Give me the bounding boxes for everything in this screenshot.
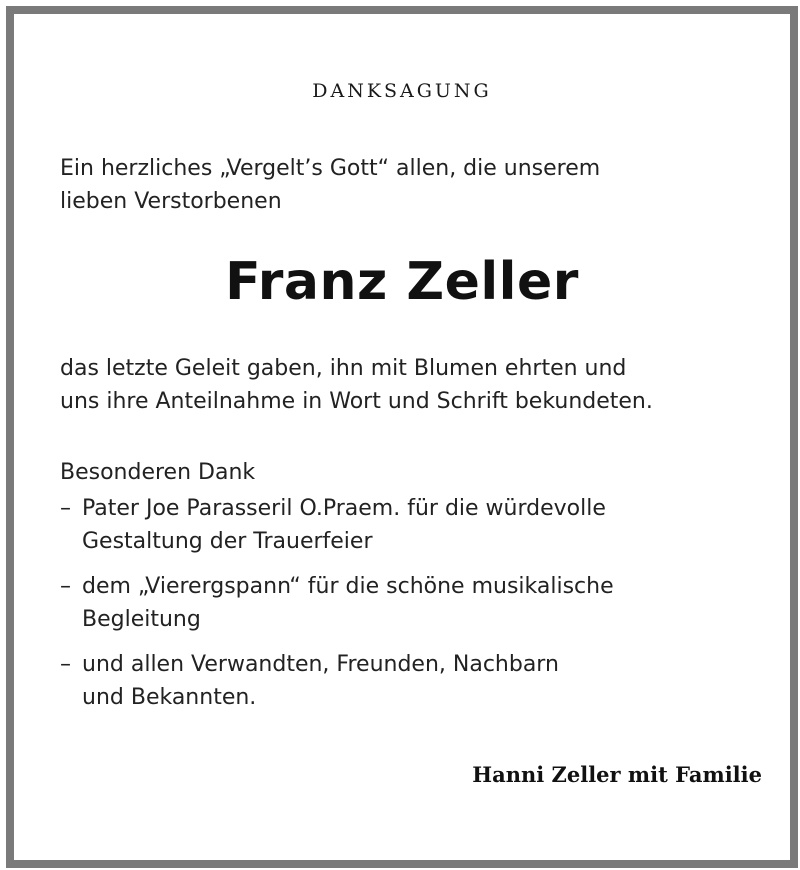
obituary-frame <box>6 6 798 868</box>
list-item <box>60 570 770 636</box>
list-item-line: und Bekannten. <box>82 685 257 710</box>
list-item-line: und allen Verwandten, Freunden, Nachbarn <box>82 652 559 677</box>
thanks-line: uns ihre Anteilnahme in Wort und Schrift bekundeten. <box>60 389 653 414</box>
deceased-name: Franz Zeller <box>225 252 579 312</box>
list-item-line: Gestaltung der Trauerfeier <box>82 529 373 554</box>
signature: Hanni Zeller mit Familie <box>472 762 762 787</box>
list-item-line: dem „Vierergspann“ für die schöne musikalische <box>82 574 614 599</box>
special-thanks-list <box>60 492 770 726</box>
intro-paragraph <box>60 152 770 218</box>
intro-line: lieben Verstorbenen <box>60 189 282 214</box>
list-dash: – <box>60 652 71 677</box>
heading: DANKSAGUNG <box>312 80 492 102</box>
list-item <box>60 648 770 714</box>
thanks-paragraph <box>60 352 770 418</box>
special-thanks-label: Besonderen Dank <box>60 460 256 485</box>
list-item-line: Begleitung <box>82 607 201 632</box>
list-dash: – <box>60 574 71 599</box>
list-item <box>60 492 770 558</box>
thanks-line: das letzte Geleit gaben, ihn mit Blumen ehrten und <box>60 356 627 381</box>
list-dash: – <box>60 496 71 521</box>
list-item-line: Pater Joe Parasseril O.Praem. für die würdevolle <box>82 496 606 521</box>
intro-line: Ein herzliches „Vergelt’s Gott“ allen, die unserem <box>60 156 601 181</box>
